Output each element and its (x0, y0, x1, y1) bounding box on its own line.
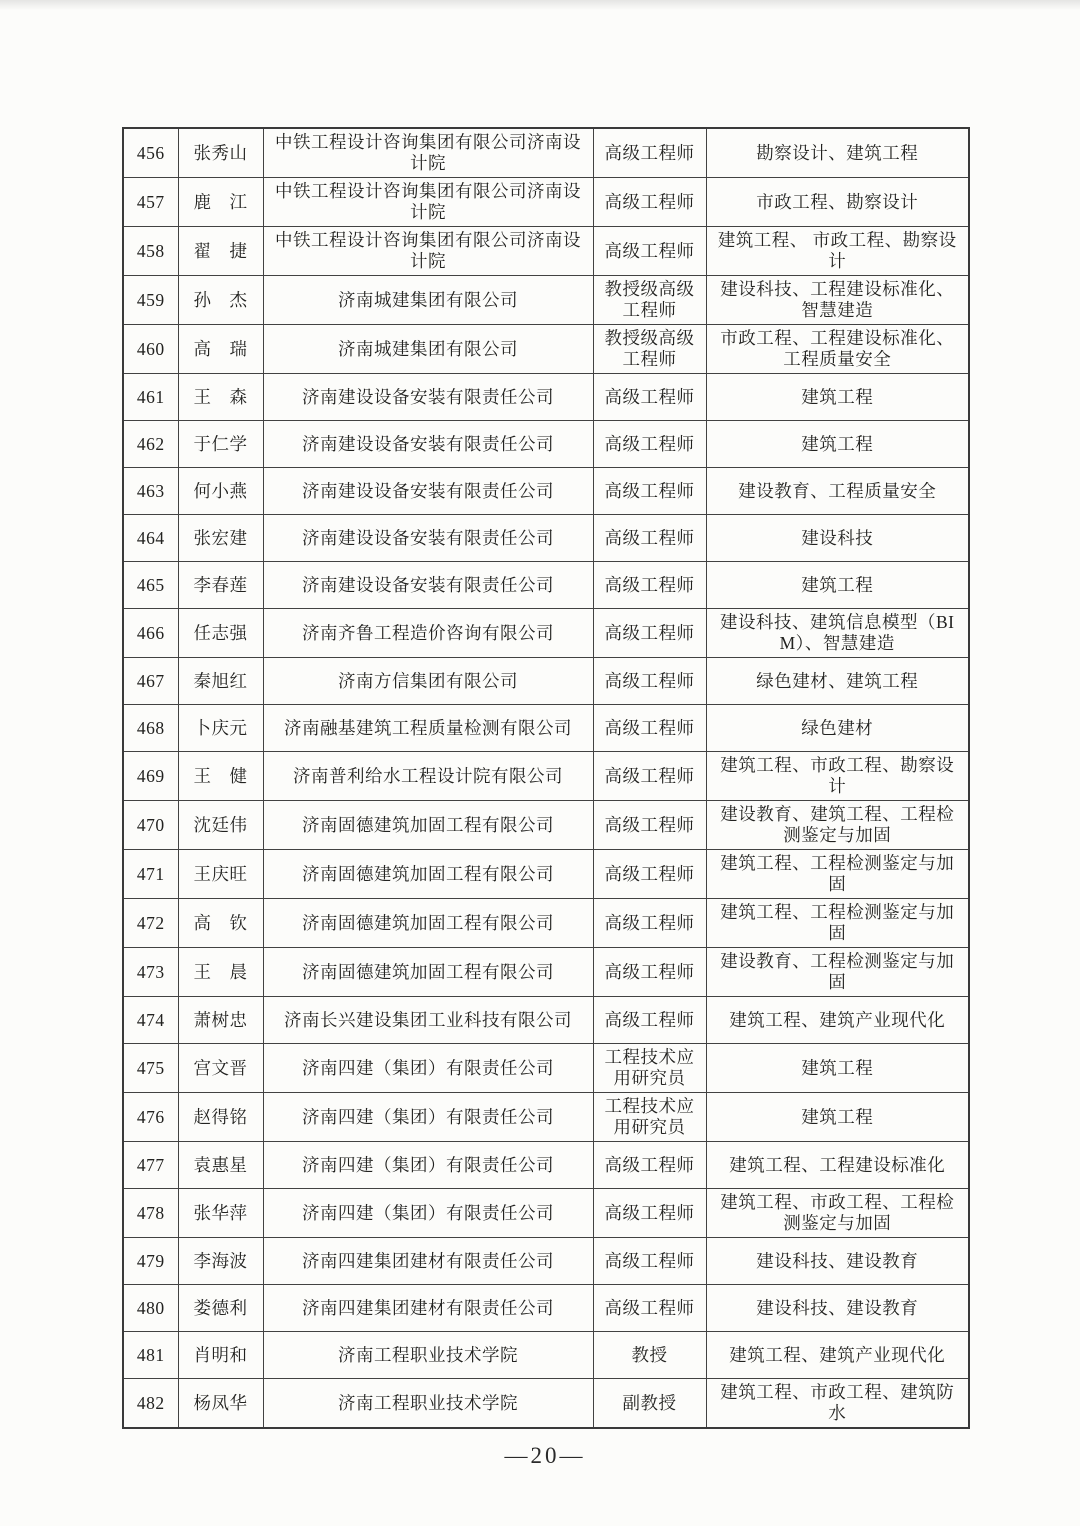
title-cell: 高级工程师 (593, 658, 706, 705)
name-cell: 任志强 (178, 609, 263, 658)
fields-cell: 建筑工程 (706, 421, 969, 468)
fields-cell: 建筑工程、建筑产业现代化 (706, 997, 969, 1044)
fields-cell: 建设科技 (706, 515, 969, 562)
name-cell: 王 晨 (178, 948, 263, 997)
company-cell: 济南城建集团有限公司 (263, 276, 593, 325)
title-cell: 高级工程师 (593, 609, 706, 658)
serial-cell: 456 (123, 128, 178, 178)
serial-cell: 467 (123, 658, 178, 705)
title-cell: 高级工程师 (593, 1142, 706, 1189)
table-row (123, 1189, 969, 1238)
company-cell: 济南固德建筑加固工程有限公司 (263, 801, 593, 850)
name-cell: 翟 捷 (178, 227, 263, 276)
fields-cell: 勘察设计、建筑工程 (706, 128, 969, 178)
company-cell: 济南四建（集团）有限责任公司 (263, 1044, 593, 1093)
fields-cell: 建筑工程 (706, 374, 969, 421)
company-cell: 济南四建（集团）有限责任公司 (263, 1142, 593, 1189)
fields-cell: 建筑工程 (706, 562, 969, 609)
company-cell: 济南城建集团有限公司 (263, 325, 593, 374)
table-row (123, 227, 969, 276)
title-cell: 高级工程师 (593, 705, 706, 752)
title-cell: 高级工程师 (593, 899, 706, 948)
serial-cell: 472 (123, 899, 178, 948)
name-cell: 张秀山 (178, 128, 263, 178)
name-cell: 秦旭红 (178, 658, 263, 705)
company-cell: 济南四建集团建材有限责任公司 (263, 1285, 593, 1332)
title-cell: 教授 (593, 1332, 706, 1379)
serial-cell: 473 (123, 948, 178, 997)
name-cell: 肖明和 (178, 1332, 263, 1379)
name-cell: 张宏建 (178, 515, 263, 562)
table-row (123, 515, 969, 562)
name-cell: 赵得铭 (178, 1093, 263, 1142)
title-cell: 高级工程师 (593, 948, 706, 997)
table-row (123, 705, 969, 752)
fields-cell: 市政工程、勘察设计 (706, 178, 969, 227)
company-cell: 中铁工程设计咨询集团有限公司济南设计院 (263, 227, 593, 276)
serial-cell: 480 (123, 1285, 178, 1332)
fields-cell: 建设科技、建设教育 (706, 1238, 969, 1285)
name-cell: 王 健 (178, 752, 263, 801)
serial-cell: 464 (123, 515, 178, 562)
fields-cell: 建设教育、工程质量安全 (706, 468, 969, 515)
table-row (123, 276, 969, 325)
serial-cell: 474 (123, 997, 178, 1044)
company-cell: 中铁工程设计咨询集团有限公司济南设计院 (263, 178, 593, 227)
title-cell: 高级工程师 (593, 850, 706, 899)
table-row (123, 658, 969, 705)
name-cell: 沈廷伟 (178, 801, 263, 850)
fields-cell: 建筑工程、工程检测鉴定与加固 (706, 899, 969, 948)
company-cell: 济南普利给水工程设计院有限公司 (263, 752, 593, 801)
serial-cell: 460 (123, 325, 178, 374)
serial-cell: 478 (123, 1189, 178, 1238)
name-cell: 王 森 (178, 374, 263, 421)
title-cell: 教授级高级工程师 (593, 276, 706, 325)
name-cell: 李春莲 (178, 562, 263, 609)
table-row (123, 1142, 969, 1189)
table-row (123, 178, 969, 227)
title-cell: 高级工程师 (593, 227, 706, 276)
table-row (123, 562, 969, 609)
company-cell: 济南四建（集团）有限责任公司 (263, 1093, 593, 1142)
table-row (123, 128, 969, 178)
company-cell: 济南工程职业技术学院 (263, 1379, 593, 1429)
fields-cell: 建设教育、工程检测鉴定与加固 (706, 948, 969, 997)
table-row (123, 899, 969, 948)
page-number: —20— (504, 1443, 586, 1468)
serial-cell: 477 (123, 1142, 178, 1189)
serial-cell: 459 (123, 276, 178, 325)
fields-cell: 建筑工程、市政工程、勘察设计 (706, 752, 969, 801)
title-cell: 工程技术应用研究员 (593, 1044, 706, 1093)
serial-cell: 476 (123, 1093, 178, 1142)
table-row (123, 1285, 969, 1332)
serial-cell: 465 (123, 562, 178, 609)
title-cell: 高级工程师 (593, 752, 706, 801)
table-row (123, 1379, 969, 1429)
serial-cell: 457 (123, 178, 178, 227)
fields-cell: 建筑工程、建筑产业现代化 (706, 1332, 969, 1379)
table-row (123, 1093, 969, 1142)
fields-cell: 建设科技、建设教育 (706, 1285, 969, 1332)
fields-cell: 建筑工程、市政工程、建筑防水 (706, 1379, 969, 1429)
fields-cell: 建筑工程、工程建设标准化 (706, 1142, 969, 1189)
fields-cell: 建设科技、建筑信息模型（BIM）、智慧建造 (706, 609, 969, 658)
name-cell: 王庆旺 (178, 850, 263, 899)
name-cell: 李海波 (178, 1238, 263, 1285)
serial-cell: 463 (123, 468, 178, 515)
fields-cell: 建筑工程、 市政工程、勘察设计 (706, 227, 969, 276)
company-cell: 济南四建（集团）有限责任公司 (263, 1189, 593, 1238)
title-cell: 高级工程师 (593, 562, 706, 609)
serial-cell: 469 (123, 752, 178, 801)
scan-artifact-top (0, 0, 1080, 10)
company-cell: 中铁工程设计咨询集团有限公司济南设计院 (263, 128, 593, 178)
title-cell: 高级工程师 (593, 374, 706, 421)
name-cell: 高 钦 (178, 899, 263, 948)
table-row (123, 752, 969, 801)
serial-cell: 482 (123, 1379, 178, 1429)
name-cell: 高 瑞 (178, 325, 263, 374)
serial-cell: 462 (123, 421, 178, 468)
title-cell: 高级工程师 (593, 801, 706, 850)
expert-roster-table (122, 127, 970, 1429)
name-cell: 杨凤华 (178, 1379, 263, 1429)
table-row (123, 325, 969, 374)
table-row (123, 948, 969, 997)
name-cell: 娄德利 (178, 1285, 263, 1332)
company-cell: 济南建设设备安装有限责任公司 (263, 515, 593, 562)
name-cell: 卜庆元 (178, 705, 263, 752)
company-cell: 济南建设设备安装有限责任公司 (263, 562, 593, 609)
name-cell: 孙 杰 (178, 276, 263, 325)
table-row (123, 609, 969, 658)
company-cell: 济南建设设备安装有限责任公司 (263, 374, 593, 421)
document-page (122, 127, 968, 1469)
serial-cell: 468 (123, 705, 178, 752)
table-row (123, 468, 969, 515)
serial-cell: 475 (123, 1044, 178, 1093)
company-cell: 济南方信集团有限公司 (263, 658, 593, 705)
table-row (123, 1044, 969, 1093)
name-cell: 鹿 江 (178, 178, 263, 227)
company-cell: 济南齐鲁工程造价咨询有限公司 (263, 609, 593, 658)
company-cell: 济南长兴建设集团工业科技有限公司 (263, 997, 593, 1044)
name-cell: 萧树忠 (178, 997, 263, 1044)
table-row (123, 421, 969, 468)
title-cell: 高级工程师 (593, 128, 706, 178)
fields-cell: 建筑工程 (706, 1093, 969, 1142)
fields-cell: 建筑工程、工程检测鉴定与加固 (706, 850, 969, 899)
company-cell: 济南四建集团建材有限责任公司 (263, 1238, 593, 1285)
serial-cell: 470 (123, 801, 178, 850)
serial-cell: 471 (123, 850, 178, 899)
title-cell: 高级工程师 (593, 468, 706, 515)
title-cell: 高级工程师 (593, 515, 706, 562)
name-cell: 于仁学 (178, 421, 263, 468)
fields-cell: 建筑工程、市政工程、工程检测鉴定与加固 (706, 1189, 969, 1238)
title-cell: 副教授 (593, 1379, 706, 1429)
title-cell: 高级工程师 (593, 1189, 706, 1238)
title-cell: 高级工程师 (593, 997, 706, 1044)
table-row (123, 801, 969, 850)
fields-cell: 绿色建材 (706, 705, 969, 752)
company-cell: 济南固德建筑加固工程有限公司 (263, 850, 593, 899)
name-cell: 袁惠星 (178, 1142, 263, 1189)
fields-cell: 绿色建材、建筑工程 (706, 658, 969, 705)
company-cell: 济南工程职业技术学院 (263, 1332, 593, 1379)
table-row (123, 1238, 969, 1285)
company-cell: 济南固德建筑加固工程有限公司 (263, 899, 593, 948)
table-row (123, 1332, 969, 1379)
serial-cell: 479 (123, 1238, 178, 1285)
serial-cell: 458 (123, 227, 178, 276)
fields-cell: 建筑工程 (706, 1044, 969, 1093)
fields-cell: 市政工程、工程建设标准化、工程质量安全 (706, 325, 969, 374)
serial-cell: 481 (123, 1332, 178, 1379)
title-cell: 教授级高级工程师 (593, 325, 706, 374)
title-cell: 工程技术应用研究员 (593, 1093, 706, 1142)
title-cell: 高级工程师 (593, 1285, 706, 1332)
serial-cell: 461 (123, 374, 178, 421)
name-cell: 宫文晋 (178, 1044, 263, 1093)
title-cell: 高级工程师 (593, 178, 706, 227)
company-cell: 济南固德建筑加固工程有限公司 (263, 948, 593, 997)
serial-cell: 466 (123, 609, 178, 658)
company-cell: 济南融基建筑工程质量检测有限公司 (263, 705, 593, 752)
roster-body (123, 128, 969, 1428)
company-cell: 济南建设设备安装有限责任公司 (263, 468, 593, 515)
table-row (123, 850, 969, 899)
fields-cell: 建设科技、工程建设标准化、智慧建造 (706, 276, 969, 325)
company-cell: 济南建设设备安装有限责任公司 (263, 421, 593, 468)
title-cell: 高级工程师 (593, 1238, 706, 1285)
name-cell: 何小燕 (178, 468, 263, 515)
table-row (123, 374, 969, 421)
fields-cell: 建设教育、建筑工程、工程检测鉴定与加固 (706, 801, 969, 850)
table-row (123, 997, 969, 1044)
title-cell: 高级工程师 (593, 421, 706, 468)
name-cell: 张华萍 (178, 1189, 263, 1238)
